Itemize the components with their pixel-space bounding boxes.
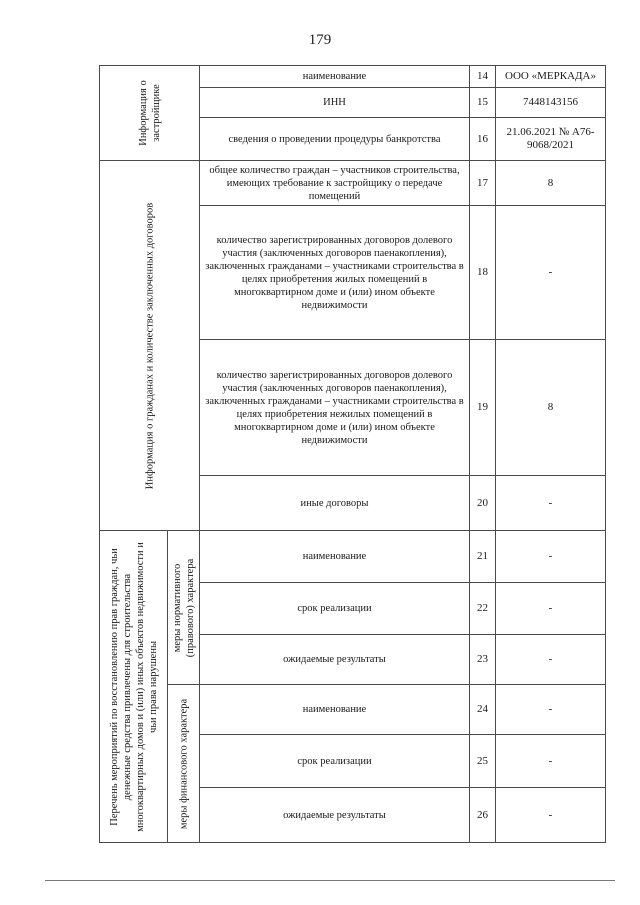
- row-label: количество зарегистрированных договоров долевого участия (заключенных договоров паенакопления), заключенных гражданами – участниками строительства в целях приобретения жилых помещений в многоквартирном доме и (или) ином объекте недвижимости: [200, 206, 470, 340]
- row-value: -: [496, 635, 606, 685]
- row-label: ожидаемые результаты: [200, 788, 470, 843]
- row-label: общее количество граждан – участников строительства, имеющих требование к застройщику о передаче помещений: [200, 161, 470, 206]
- subsection-label: меры нормативного (правового) характера: [171, 558, 196, 657]
- row-value: -: [496, 685, 606, 735]
- row-label: ожидаемые результаты: [200, 635, 470, 685]
- row-value: -: [496, 531, 606, 583]
- row-value: -: [496, 476, 606, 531]
- table-row: [100, 161, 606, 206]
- row-value: -: [496, 788, 606, 843]
- row-number: 23: [470, 635, 496, 685]
- row-value: 7448143156: [496, 88, 606, 118]
- row-label: сведения о проведении процедуры банкротства: [200, 118, 470, 161]
- row-number: 24: [470, 685, 496, 735]
- row-number: 19: [470, 340, 496, 476]
- row-number: 17: [470, 161, 496, 206]
- section-label: Информация о гражданах и количестве заключенных договоров: [144, 202, 155, 489]
- row-label: срок реализации: [200, 735, 470, 788]
- bankruptcy-info-table: [99, 65, 606, 843]
- row-number: 18: [470, 206, 496, 340]
- row-value: 8: [496, 161, 606, 206]
- row-value: 8: [496, 340, 606, 476]
- row-number: 25: [470, 735, 496, 788]
- row-label: срок реализации: [200, 583, 470, 635]
- section-cell-citizens: [100, 161, 200, 531]
- row-number: 21: [470, 531, 496, 583]
- table-row: [100, 531, 606, 583]
- row-label: количество зарегистрированных договоров долевого участия (заключенных договоров паенакопления), заключенных гражданами – участниками строительства в целях приобретения нежилых помещений в многоквартирном доме и (или) ином объекте недвижимости: [200, 340, 470, 476]
- page-bottom-rule: [45, 880, 615, 881]
- row-label: наименование: [200, 66, 470, 88]
- table-row: [100, 66, 606, 88]
- row-number: 26: [470, 788, 496, 843]
- row-label: иные договоры: [200, 476, 470, 531]
- subsection-cell-normative: [168, 531, 200, 685]
- table-row: [100, 685, 606, 735]
- row-label: наименование: [200, 685, 470, 735]
- section-cell-measures: [100, 531, 168, 843]
- section-label: Информация о застройщике: [137, 80, 162, 146]
- row-value: 21.06.2021 № А76-9068/2021: [496, 118, 606, 161]
- row-number: 22: [470, 583, 496, 635]
- row-number: 20: [470, 476, 496, 531]
- section-cell-developer: [100, 66, 200, 161]
- row-label: ИНН: [200, 88, 470, 118]
- row-number: 15: [470, 88, 496, 118]
- section-label: Перечень мероприятий по восстановлению прав граждан, чьи денежные средства привлечены для строительства многоквартирных домов и (или) иных объектов недвижимости и чьи права нарушены: [108, 541, 159, 832]
- subsection-label: меры финансового характера: [178, 698, 189, 829]
- row-value: -: [496, 735, 606, 788]
- row-label: наименование: [200, 531, 470, 583]
- row-value: ООО «МЕРКАДА»: [496, 66, 606, 88]
- page-number: 179: [308, 32, 332, 48]
- subsection-cell-financial: [168, 685, 200, 843]
- row-value: -: [496, 583, 606, 635]
- row-number: 14: [470, 66, 496, 88]
- row-value: -: [496, 206, 606, 340]
- row-number: 16: [470, 118, 496, 161]
